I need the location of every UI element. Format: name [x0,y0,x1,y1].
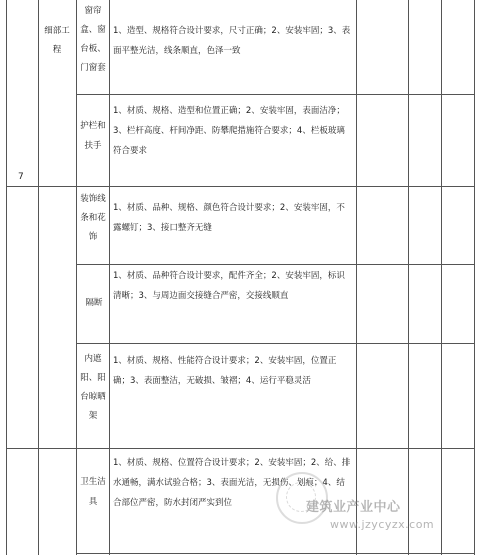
requirement-text: 1、材质、规格、性能符合设计要求；2、安装牢固，位置正确；3、表面整洁，无破损、皱褶；4、运行平稳灵活 [113,356,337,386]
grid-line [441,0,442,555]
item-name: 内遮阳、阳台晾晒架 [80,354,106,421]
grid-line [6,448,474,449]
watermark-text: 建筑业产业中心 [306,500,401,515]
requirement-text: 1、材质、规格、位置符合设计要求；2、安装牢固；2、给、排水通畅，满水试验合格；3、表面光洁，无损伤、划痕；4、结合部位严密，防水封闭严实到位 [113,458,351,508]
item-name: 卫生洁具 [80,477,106,507]
watermark-url: www.jzycyzx.com [330,518,435,531]
item-name: 装饰线条和花饰 [80,194,106,242]
grid-line [6,0,7,555]
item-name: 窗帘盒、窗台板、门窗套 [80,6,106,73]
requirement-text: 1、造型、规格符合设计要求，尺寸正确；2、安装牢固；3、表面平整光洁，线条顺直，色泽一致 [113,26,351,56]
grid-line [474,0,475,555]
row-number: 7 [18,172,24,182]
grid-line [76,553,474,554]
requirement-text: 1、材质、品种、规格、颜色符合设计要求；2、安装牢固，不露螺钉；3、接口整齐无缝 [113,203,345,233]
grid-line [408,0,409,555]
requirement-text: 1、材质、规格、造型和位置正确；2、安装牢固，表面洁净；3、栏杆高度、杆间净距、防攀爬措施符合要求；4、栏板玻璃符合要求 [113,106,345,156]
category-label: 细部工程 [44,26,70,55]
item-name: 护栏和扶手 [80,121,106,151]
grid-line [109,0,110,555]
grid-line [6,186,474,187]
item-name: 隔断 [85,298,103,308]
grid-line [76,0,77,555]
grid-line [76,94,474,95]
grid-line [76,264,474,265]
grid-line [76,343,474,344]
requirement-text: 1、材质、品种符合设计要求，配件齐全；2、安装牢固，标识清晰；3、与周边面交接缝合严密，交接线顺直 [113,271,345,301]
grid-line [38,0,39,555]
grid-line [356,0,357,555]
